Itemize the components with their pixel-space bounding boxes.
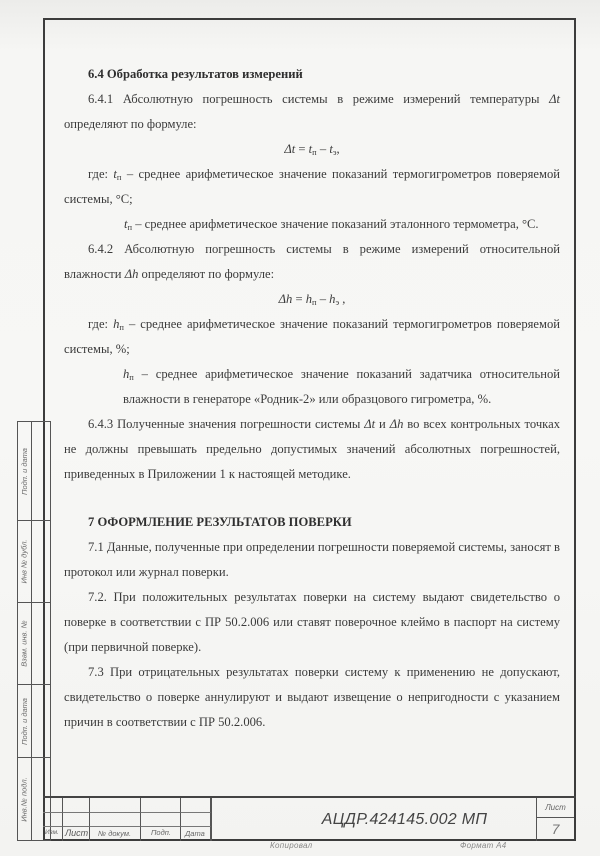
sheet-number: 7 — [551, 821, 560, 837]
section-heading-7: 7 ОФОРМЛЕНИЕ РЕЗУЛЬТАТОВ ПОВЕРКИ — [88, 515, 352, 529]
format-label: Формат А4 — [460, 841, 507, 850]
margin-stamp-strip — [17, 421, 51, 841]
col-label-cell-doc-no: № докум. — [90, 827, 141, 841]
paragraph-6-4-1: 6.4.1 Абсолютную погрешность системы в режиме измерений температуры Δt определяют по формуле: — [64, 92, 560, 131]
title-block — [43, 796, 576, 841]
section-heading-6-4: 6.4 Обработка результатов измерений — [88, 67, 303, 81]
col-label-cell-date: Дата — [181, 827, 211, 841]
document-body — [64, 60, 560, 735]
margin-cell-sign-date-1: Подп. и дата — [17, 421, 51, 521]
col-label-cell-signature: Подп. — [141, 827, 181, 841]
col-label-cell-sheet: Лист — [63, 827, 90, 841]
col-label-cell-change: Изм. — [43, 827, 63, 841]
definition-t-reference: $t_п$ – среднее арифметическое значение показаний эталонного термометра, °C. — [124, 217, 539, 232]
definition-h-reference: $h_п$ – среднее арифметическое значение показаний задатчика относительной влажности в генераторе «Родник-2» или образцового гигрометра, %. — [123, 367, 560, 406]
paragraph-6-4-3: 6.4.3 Полученные значения погрешности системы Δt и Δh во всех контрольных точках не должны превышать предельно допустимых значений абсолютных погрешностей, приведенных в Приложении 1 к настоящей методике. — [64, 417, 560, 481]
paragraph-6-4-2: 6.4.2 Абсолютную погрешность системы в режиме измерений относительной влажности Δh определяют по формуле: — [64, 242, 560, 281]
paragraph-7-2: 7.2. При положительных результатах поверки на систему выдают свидетельство о поверке в соответствии с ПР 50.2.006 или ставят поверочное клеймо в паспорт на систему (при первичной поверке). — [64, 590, 560, 654]
sheet-number-box — [536, 798, 574, 841]
paragraph-7-3: 7.3 При отрицательных результатах поверки систему к применению не допускают, свидетельство о поверке аннулируют и выдают извещение о непригодности с указанием причин в соответствии с ПР 50.2.006. — [64, 665, 560, 729]
formula-delta-h: $\Delta h = h_п - h_э$ , — [278, 292, 346, 307]
margin-cell-dup-inv: Инв № дубл. — [17, 520, 51, 603]
margin-cell-sign-date-2: Подп. и дата — [17, 684, 51, 758]
definition-t-measured: где: $t_п$ – среднее арифметическое значение показаний термогигрометров поверяемой системы, °C; — [64, 167, 560, 206]
margin-cell-replace-inv: Взам. инв. № — [17, 602, 51, 685]
formula-delta-t: $\Delta t = t_п - t_э$, — [284, 142, 340, 157]
document-code: АЦДР.424145.002 МП — [321, 810, 488, 828]
paragraph-7-1: 7.1 Данные, полученные при определении погрешности поверяемой системы, заносят в протокол или журнал поверки. — [64, 540, 560, 579]
definition-h-measured: где: $h_п$ – среднее арифметическое значение показаний термогигрометров поверяемой системы, %; — [64, 317, 560, 356]
copied-by-label: Копировал — [270, 841, 313, 850]
margin-cell-orig-inv: Инв.№ подл. — [17, 757, 51, 841]
sheet-label: Лист — [537, 798, 574, 818]
